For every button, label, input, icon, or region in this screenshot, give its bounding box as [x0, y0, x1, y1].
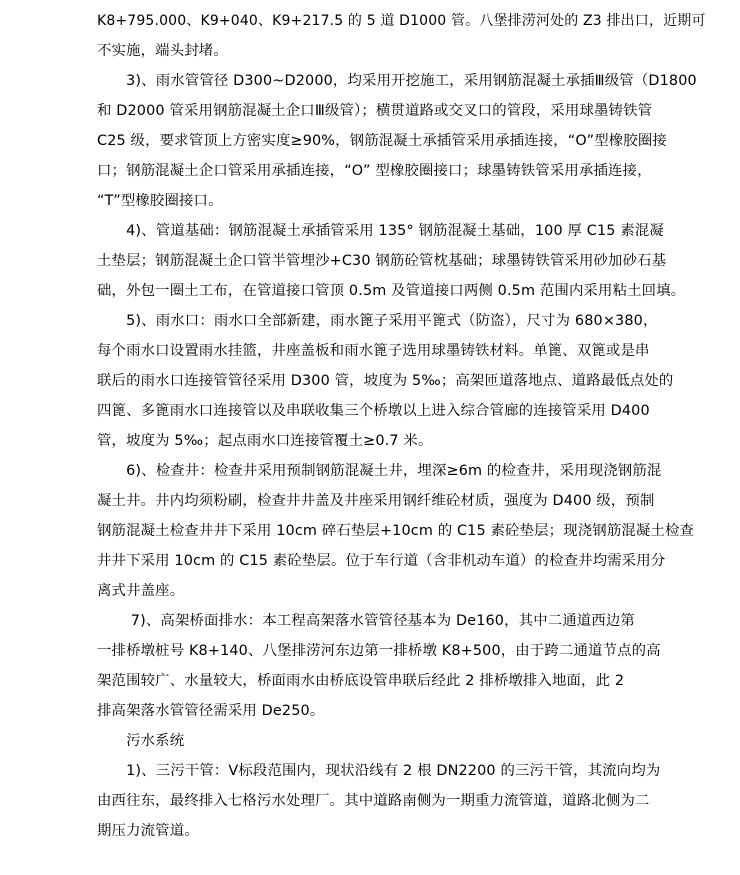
paragraph-rainwater-pipe — [97, 66, 706, 216]
text-line: 和 D2000 管采用钢筋混凝土企口Ⅲ级管）；横贯道路或交叉口的管段，采用球墨铸铁管 — [97, 103, 653, 119]
text-line: 4)、管道基础：钢筋混凝土承插管采用 135° 钢筋混凝土基础，100 厚 C15 素混凝 — [97, 223, 664, 239]
text-line: 期压力流管道。 — [97, 823, 199, 839]
text-line: 一排桥墩桩号 K8+140、八堡排涝河东边第一排桥墩 K8+500，由于跨二通道节点的高 — [97, 643, 661, 659]
text-line: 1)、三污干管：Ⅴ标段范围内，现状沿线有 2 根 DN2200 的三污干管，其流向均为 — [97, 763, 661, 779]
text-line: 离式井盖座。 — [97, 583, 185, 599]
text-line: 四篦、多篦雨水口连接管以及串联收集三个桥墩以上进入综合管廊的连接管采用 D400 — [97, 403, 650, 419]
text-line: 凝土井。井内均须粉刷，检查井井盖及井座采用钢纤维砼材质，强度为 D400 级，预制 — [97, 493, 655, 509]
text-line: 土垫层；钢筋混凝土企口管半管埋沙+C30 钢筋砼管枕基础；球墨铸铁管采用砂加砂石基 — [97, 253, 667, 269]
paragraph-inspection-well — [97, 456, 706, 606]
paragraph-continued — [97, 6, 706, 66]
text-line: 污水系统 — [97, 733, 185, 749]
text-line: 由西往东，最终排入七格污水处理厂。其中道路南侧为一期重力流管道，道路北侧为二 — [97, 793, 650, 809]
text-line: 井井下采用 10cm 的 C15 素砼垫层。位于车行道（含非机动车道）的检查井均需采用分 — [97, 553, 666, 569]
text-line: 不实施，端头封堵。 — [97, 43, 228, 59]
text-line: 6)、检查井：检查井采用预制钢筋混凝土井，埋深≥6m 的检查井，采用现浇钢筋混 — [97, 463, 662, 479]
text-line: 钢筋混凝土检查井井下采用 10cm 碎石垫层+10cm 的 C15 素砼垫层；现浇钢筋混凝土检查 — [97, 523, 695, 539]
paragraph-sewage-main — [97, 756, 706, 846]
text-line: 口；钢筋混凝土企口管采用承插连接，“O” 型橡胶圈接口；球墨铸铁管采用承插连接， — [97, 163, 652, 179]
text-line: 架范围较广、水量较大，桥面雨水由桥底设管串联后经此 2 排桥墩排入地面，此 2 — [97, 673, 625, 689]
text-line: 排高架落水管管径需采用 De250。 — [97, 703, 325, 719]
text-line: 每个雨水口设置雨水挂篮，井座盖板和雨水篦子选用球墨铸铁材料。单篦、双篦或是串 — [97, 343, 650, 359]
paragraph-rain-inlet — [97, 306, 706, 456]
text-line: 础，外包一圈土工布，在管道接口管顶 0.5m 及管道接口两侧 0.5m 范围内采用粘土回填。 — [97, 283, 686, 299]
text-line: 管，坡度为 5‰；起点雨水口连接管覆土≥0.7 米。 — [97, 433, 433, 449]
text-line: K8+795.000、K9+040、K9+217.5 的 5 道 D1000 管。八堡排涝河处的 Z3 排出口，近期可 — [97, 13, 706, 29]
text-line: 3)、雨水管管径 D300~D2000，均采用开挖施工，采用钢筋混凝土承插Ⅲ级管（D1800 — [97, 73, 697, 89]
text-line: 5)、雨水口：雨水口全部新建，雨水篦子采用平篦式（防盗），尺寸为 680×380， — [97, 313, 658, 329]
paragraph-bridge-drainage — [97, 606, 706, 726]
paragraph-pipe-foundation — [97, 216, 706, 306]
text-line: 联后的雨水口连接管管径采用 D300 管，坡度为 5‰；高架匝道落地点、道路最低点处的 — [97, 373, 674, 389]
text-line: 7)、高架桥面排水：本工程高架落水管管径基本为 De160，其中二通道西边第 — [97, 613, 635, 629]
section-heading-sewage — [97, 726, 706, 756]
text-line: C25 级，要求管顶上方密实度≥90%，钢筋混凝土承插管采用承插连接，“O”型橡胶圈接 — [97, 133, 667, 149]
text-line: “T”型橡胶圈接口。 — [97, 193, 223, 209]
